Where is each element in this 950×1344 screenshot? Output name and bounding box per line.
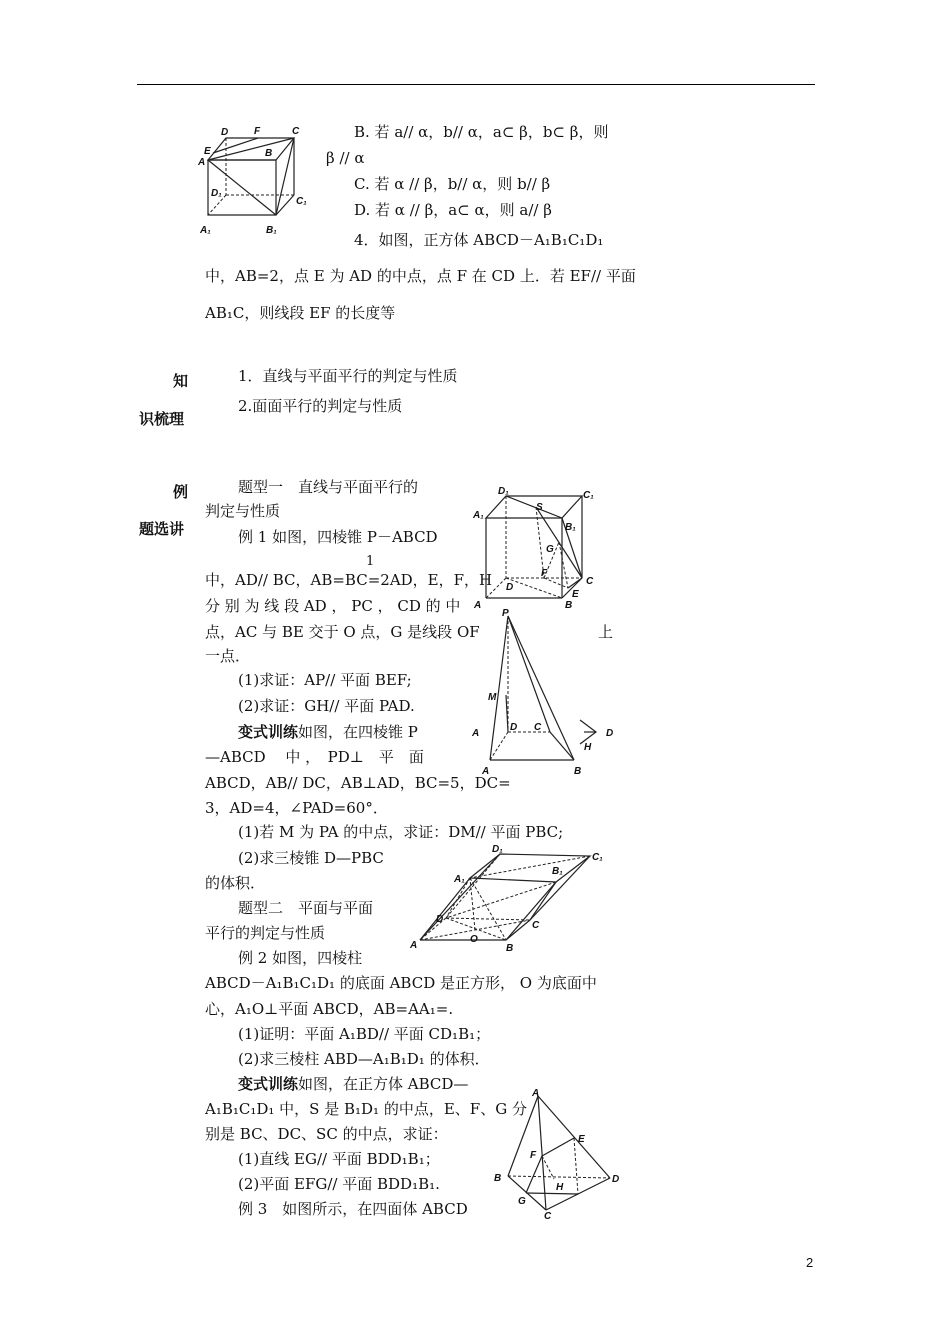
type1-title-cont: 判定与性质	[205, 502, 281, 520]
type2-title: 题型二 平面与平面	[238, 899, 374, 917]
fig5-label-c: C	[544, 1211, 552, 1221]
fig3-label-h: H	[584, 742, 592, 753]
line-q4-cont1: 中，AB=2，点 E 为 AD 的中点，点 F 在 CD 上．若 EF// 平面	[205, 267, 636, 285]
page-number: 2	[806, 1255, 814, 1270]
fig2-label-d: D	[506, 582, 514, 593]
fig1-label-a: A	[198, 157, 206, 168]
fig2-label-g: G	[546, 544, 554, 555]
fig5-label-g: G	[518, 1196, 526, 1207]
fig2-label-b: B	[565, 600, 573, 611]
fig4-label-o: O	[470, 934, 478, 945]
variant1-line4: 3，AD=4，∠PAD=60°．	[205, 799, 388, 817]
fig2-label-e: E	[572, 589, 579, 600]
variant2-line2: A₁B₁C₁D₁ 中，S 是 B₁D₁ 的中点，E、F、G 分	[205, 1100, 527, 1118]
variant2-line1	[238, 1074, 468, 1094]
fig5-label-f: F	[530, 1150, 537, 1161]
fig3-label-c: C	[534, 722, 542, 733]
variant2-q1: (1)直线 EG// 平面 BDD₁B₁；	[238, 1150, 440, 1168]
fig1-label-d: D	[221, 127, 229, 138]
fig4-label-b: B	[506, 943, 514, 952]
fig2-label-f: F	[541, 568, 548, 579]
fig2-label-s: S	[536, 502, 543, 513]
line-option-b-cont: β // α	[326, 149, 365, 167]
variant1-q1: (1)若 M 为 PA 的中点，求证：DM// 平面 PBC;	[238, 823, 564, 841]
fig2-label-a: A	[474, 600, 482, 611]
fig1-label-c1: C₁	[296, 196, 307, 207]
example1-line3: 分 别 为 线 段 AD ， PC ， CD 的 中	[205, 597, 461, 615]
fig2-label-d1: D₁	[498, 486, 509, 497]
side-heading-li: 例	[173, 483, 189, 501]
knowledge-item-1: 1．直线与平面平行的判定与性质	[238, 367, 458, 385]
fig4-label-c1: C₁	[592, 852, 603, 863]
fig4-label-b1: B₁	[552, 866, 563, 877]
fig3-label-a2: A	[482, 766, 490, 777]
fig1-label-d1: D₁	[211, 188, 222, 199]
line-q4-cont2: AB₁C，则线段 EF 的长度等	[205, 304, 396, 322]
figure-prism	[408, 840, 613, 952]
knowledge-item-2: 2.面面平行的判定与性质	[238, 397, 403, 415]
example1-q1: (1)求证：AP// 平面 BEF;	[238, 671, 412, 689]
example2-line1: 例 2 如图，四棱柱	[238, 949, 363, 967]
example1-line4: 点，AC 与 BE 交于 O 点，G 是线段 OF	[205, 623, 480, 641]
fig3-label-d2: D	[606, 728, 614, 739]
figure-pyramid	[468, 608, 618, 778]
side-heading-zhi: 知	[173, 372, 189, 390]
example3-line1: 例 3 如图所示，在四面体 ABCD	[238, 1200, 468, 1218]
variant1-line1	[238, 722, 418, 742]
fig1-label-b1: B₁	[266, 225, 277, 236]
variant1-label: 变式训练	[238, 723, 299, 741]
fig1-label-b: B	[265, 148, 273, 159]
line-option-b: B. 若 a// α，b// α，a⊂ β，b⊂ β，则	[354, 123, 609, 141]
figure-cube-2	[470, 484, 600, 612]
variant2-label: 变式训练	[238, 1075, 299, 1093]
fig3-label-a: A	[472, 728, 480, 739]
fig1-label-e: E	[204, 146, 211, 157]
side-heading-tixuanjiang: 题选讲	[139, 520, 185, 538]
example1-line1: 例 1 如图，四棱锥 P－ABCD	[238, 528, 438, 546]
fig5-label-e: E	[578, 1134, 585, 1145]
example1-fraction-num: 1	[366, 554, 375, 569]
example1-line5: 一点．	[205, 647, 251, 665]
line-q4: 4．如图，正方体 ABCD－A₁B₁C₁D₁	[354, 231, 604, 249]
variant2-line3: 别是 BC、DC、SC 的中点，求证：	[205, 1125, 448, 1143]
figure-tetrahedron	[490, 1086, 625, 1221]
fig4-label-d1: D₁	[492, 844, 503, 855]
fig5-label-a: A	[532, 1088, 540, 1099]
fig3-label-p: P	[502, 608, 509, 619]
variant1-q2-cont: 的体积．	[205, 874, 266, 892]
variant1-line2: —ABCD 中 ， PD⊥ 平 面	[205, 748, 424, 766]
fig3-label-m: M	[488, 692, 497, 703]
fig3-label-d: D	[510, 722, 518, 733]
fig5-label-h: H	[556, 1182, 564, 1193]
type2-title-cont: 平行的判定与性质	[205, 924, 326, 942]
figure-cube-1	[196, 120, 308, 238]
variant1-line3: ABCD，AB// DC，AB⊥AD，BC=5，DC=	[205, 774, 511, 792]
example2-q1: (1)证明：平面 A₁BD// 平面 CD₁B₁；	[238, 1025, 491, 1043]
fig1-label-a1: A₁	[200, 225, 211, 236]
example1-q2: (2)求证：GH// 平面 PAD.	[238, 697, 415, 715]
side-heading-shuli: 识梳理	[139, 410, 185, 428]
fig1-label-c: C	[292, 126, 300, 137]
variant2-text: 如图，在正方体 ABCD—	[298, 1075, 469, 1093]
line-option-d: D. 若 α // β，a⊂ α，则 a// β	[354, 201, 552, 219]
variant2-q2: (2)平面 EFG// 平面 BDD₁B₁.	[238, 1175, 440, 1193]
variant1-text: 如图，在四棱锥 P	[298, 723, 418, 741]
fig2-label-c1: C₁	[583, 490, 594, 501]
fig4-label-c: C	[532, 920, 540, 931]
fig3-label-b: B	[574, 766, 582, 777]
fig2-label-c: C	[586, 576, 594, 587]
line-option-c: C. 若 α // β，b// α，则 b// β	[354, 175, 551, 193]
example2-line2: ABCD－A₁B₁C₁D₁ 的底面 ABCD 是正方形， O 为底面中	[205, 974, 597, 992]
fig2-label-a1: A₁	[473, 510, 484, 521]
fig1-label-f: F	[254, 126, 261, 137]
example1-line2: 中，AD// BC，AB=BC=2AD，E，F，H	[205, 571, 493, 589]
fig2-label-b1: B₁	[565, 522, 576, 533]
type1-title: 题型一 直线与平面平行的	[238, 478, 419, 496]
fig4-label-a: A	[410, 940, 418, 951]
header-rule	[137, 84, 815, 85]
fig5-label-b: B	[494, 1173, 502, 1184]
example2-q2: (2)求三棱柱 ABD—A₁B₁D₁ 的体积．	[238, 1050, 490, 1068]
example1-line4-end: 上	[598, 623, 614, 641]
fig4-label-a1: A₁	[454, 874, 465, 885]
fig5-label-d: D	[612, 1174, 620, 1185]
example2-line3: 心，A₁O⊥平面 ABCD，AB=AA₁=.	[205, 1000, 454, 1018]
fig4-label-d: D	[436, 914, 444, 925]
variant1-q2: (2)求三棱锥 D—PBC	[238, 849, 384, 867]
